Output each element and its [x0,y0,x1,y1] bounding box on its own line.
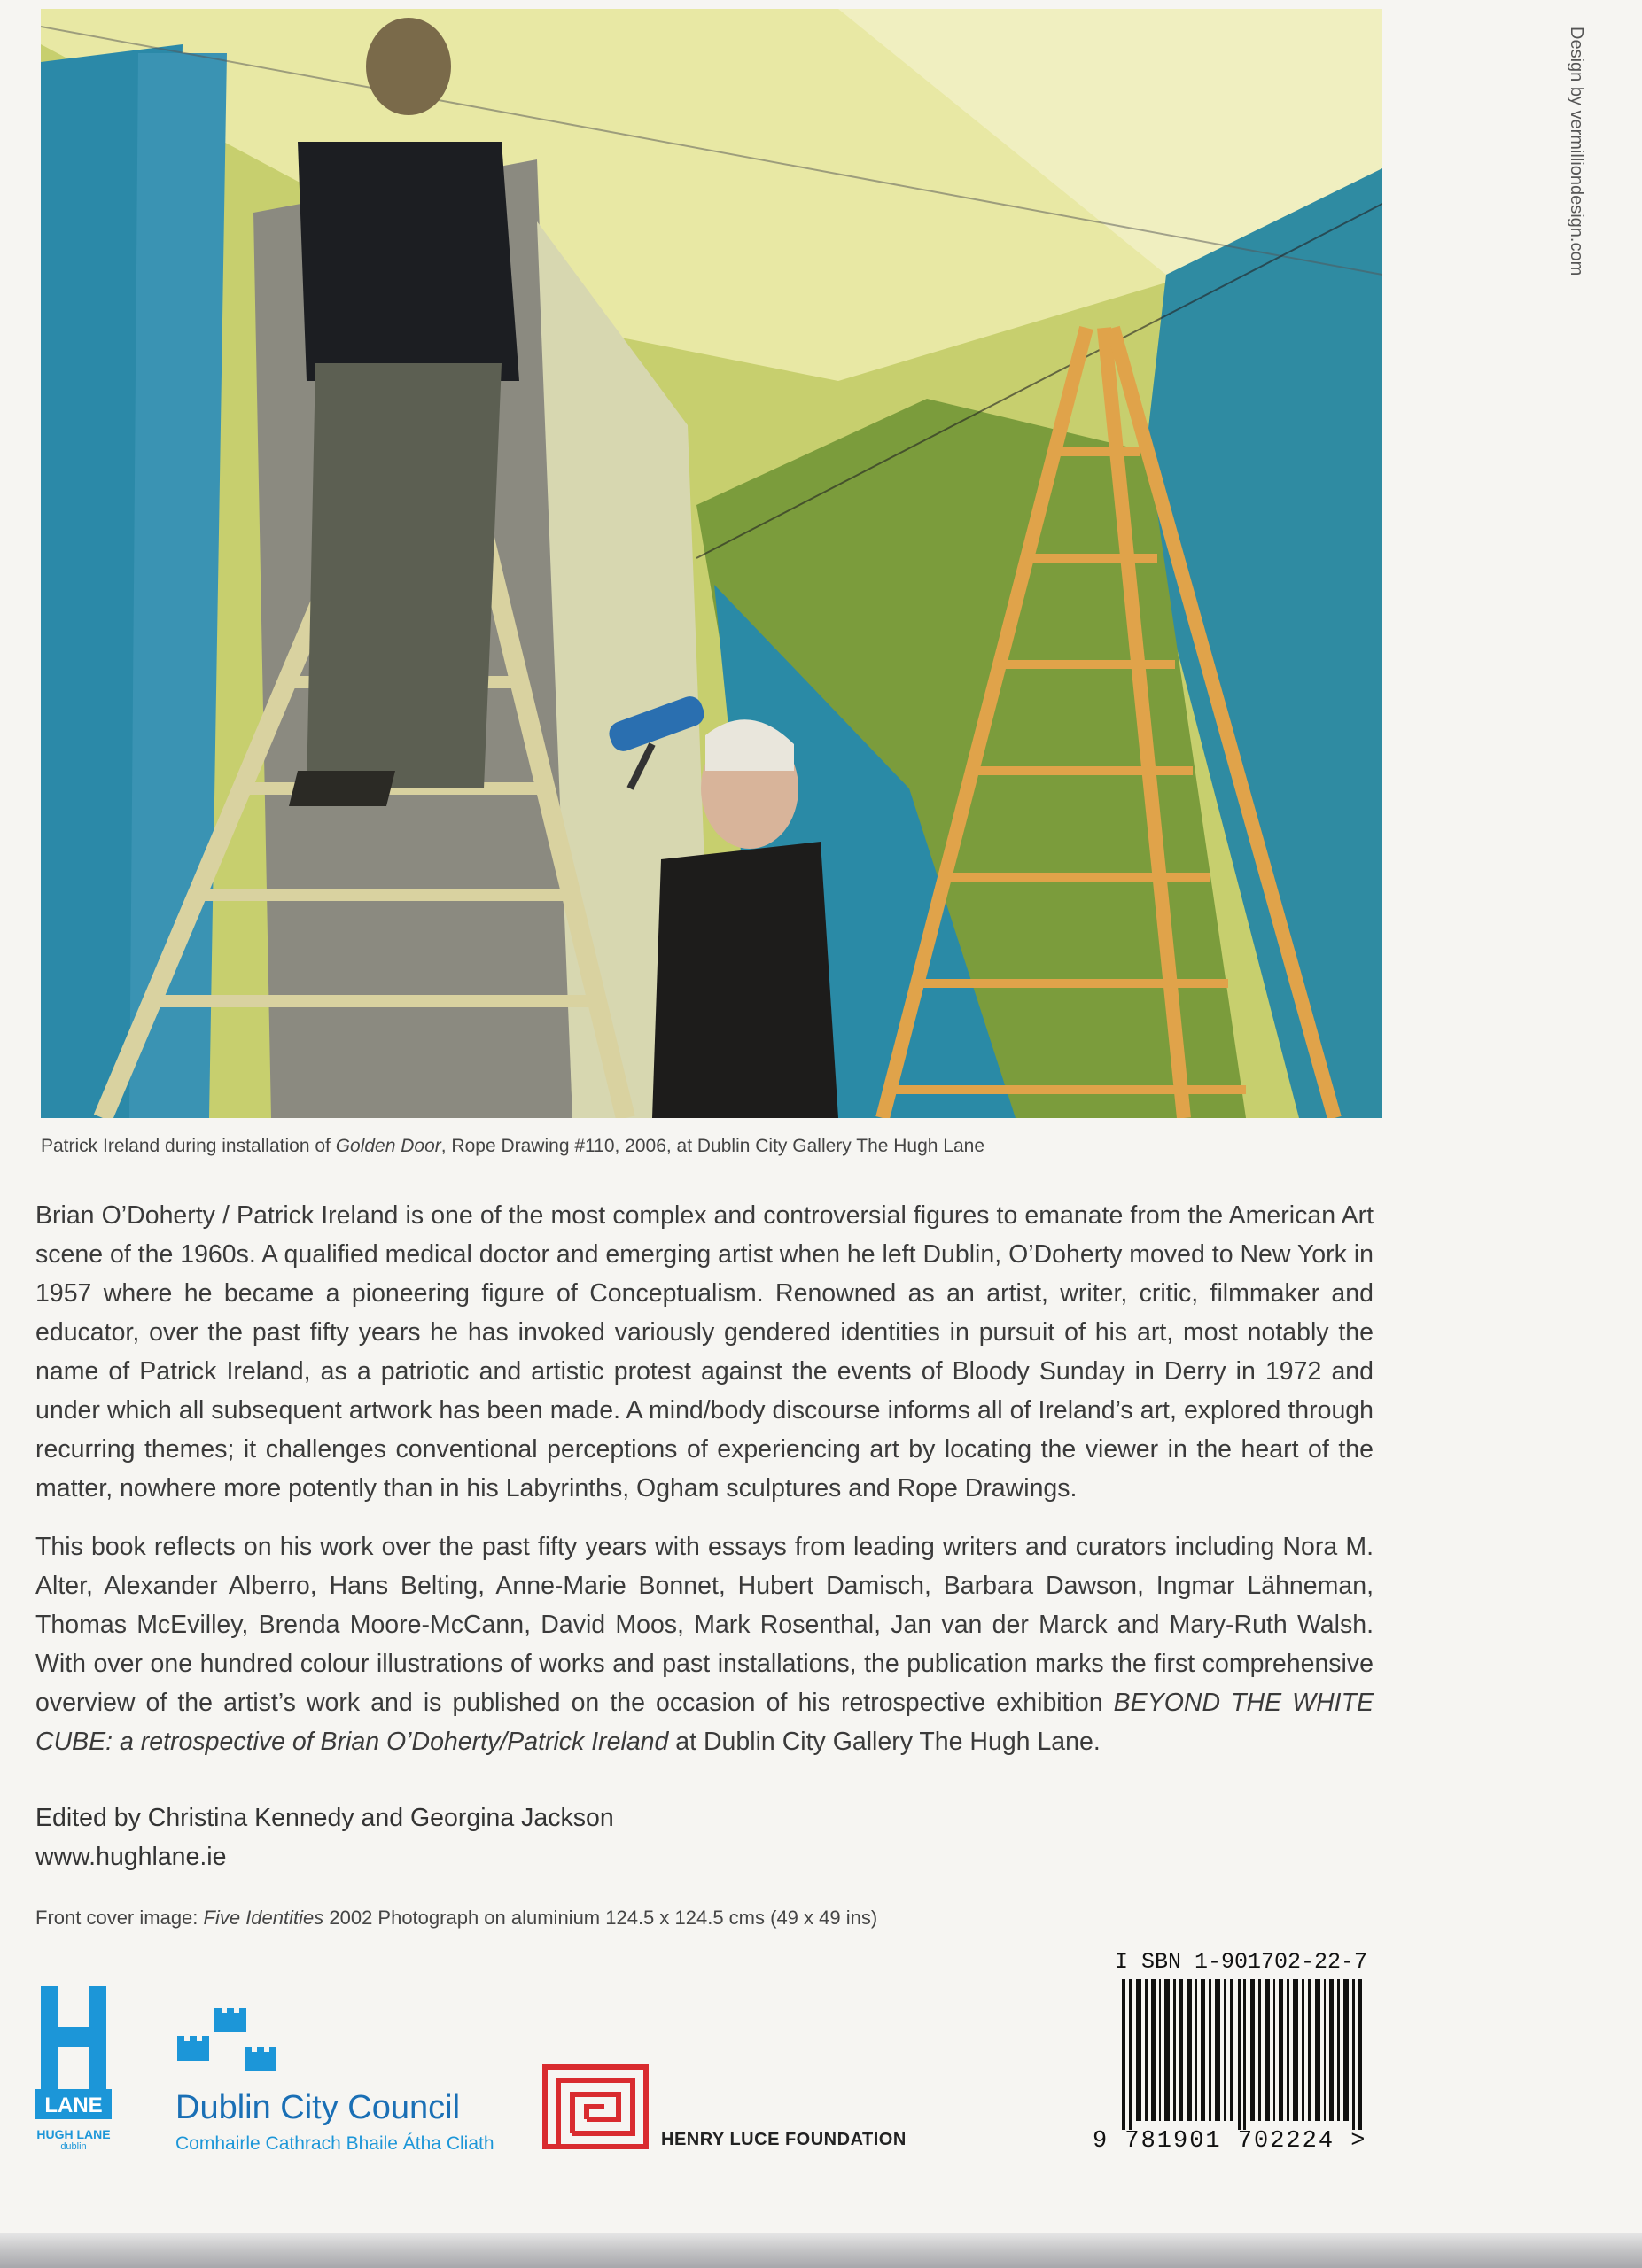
front-cover-suffix: 2002 Photograph on aluminium 124.5 x 124.5 cms (49 x 49 ins) [323,1907,878,1929]
exhibition-title: BEYOND THE WHITE CUBE: a retrospective of Brian O’Doherty/Patrick Ireland [35,1689,1374,1756]
caption-prefix: Patrick Ireland during installation of [41,1136,336,1156]
castles-icon [175,2000,291,2089]
installation-photo-illustration [41,9,1382,1118]
front-cover-title: Five Identities [203,1907,324,1929]
hugh-lane-h-icon [35,1986,112,2119]
luce-name: HENRY LUCE FOUNDATION [661,2130,907,2149]
luce-maze-icon [542,2064,649,2149]
isbn-text: I SBN 1-901702-22-7 [1115,1949,1368,1975]
caption-title: Golden Door [335,1136,441,1156]
paragraph-book [35,1527,1374,1761]
paragraph-book-main: This book reflects on his work over the past fifty years with essays from leading writers and curators including Nora M. Alter, Alexander Alberro, Hans Belting, Anne-Marie Bonnet, Hubert Damisch, Barbara Dawson, Ingmar Lähneman, Thomas McEvilley, Brenda Moore-McCann, David Moos, Mark Rosenthal, Jan van der Marck and Mary-Ruth Walsh. With over one hundred colour illustrations of works and past installations, the publication marks the first comprehensive overview of the artist’s work and is published on the occasion of his retrospective exhibition [35,1533,1374,1717]
dcc-name: Dublin City Council [175,2089,461,2126]
caption-suffix: , Rope Drawing #110, 2006, at Dublin City Gallery The Hugh Lane [440,1136,985,1156]
paragraph-intro: Brian O’Doherty / Patrick Ireland is one of the most complex and controversial figures to emanate from the American Art scene of the 1960s. A qualified medical doctor and emerging artist when he left Dublin, O’Doherty moved to New York in 1957 where he became a pioneering figure of Conceptualism. Renowned as an artist, writer, critic, filmmaker and educator, over the past fifty years he has invoked variously gendered identities in pursuit of his art, most notably the name of Patrick Ireland, as a patriotic and artistic protest against the events of Bloody Sunday in Derry in 1972 and under which all subsequent artwork has been made. A mind/body discourse informs all of Ireland’s art, explored through recurring themes; it challenges conventional perceptions of experiencing art by locating the viewer in the heart of the matter, nowhere more potently than in his Labyrinths, Ogham sculptures and Rope Drawings. [35,1201,1374,1503]
paragraph-book-end: at Dublin City Gallery The Hugh Lane. [668,1728,1101,1756]
hugh-lane-city: dublin [60,2141,87,2152]
design-credit: Design by vermilliondesign.com [1567,27,1586,276]
barcode [1122,1979,1363,2130]
page-edge-shadow [0,2233,1642,2268]
hugh-lane-mark: LANE [44,2093,103,2117]
photo-caption [41,1136,1388,1157]
editors-line: Edited by Christina Kennedy and Georgina Jackson [35,1804,614,1832]
dublin-city-council-logo [175,2000,494,2154]
editors-block [35,1798,614,1876]
ean-digits: 9 781901 702224 > [1093,2128,1367,2155]
website-link[interactable]: www.hughlane.ie [35,1843,227,1871]
front-cover-prefix: Front cover image: [35,1907,204,1929]
front-cover-note [35,1907,877,1930]
dcc-irish-name: Comhairle Cathrach Bhaile Átha Cliath [175,2133,494,2154]
hugh-lane-label: HUGH LANE [36,2127,111,2141]
cover-photo [41,9,1382,1118]
hugh-lane-logo [35,1986,112,2152]
henry-luce-foundation-logo [542,2064,907,2154]
